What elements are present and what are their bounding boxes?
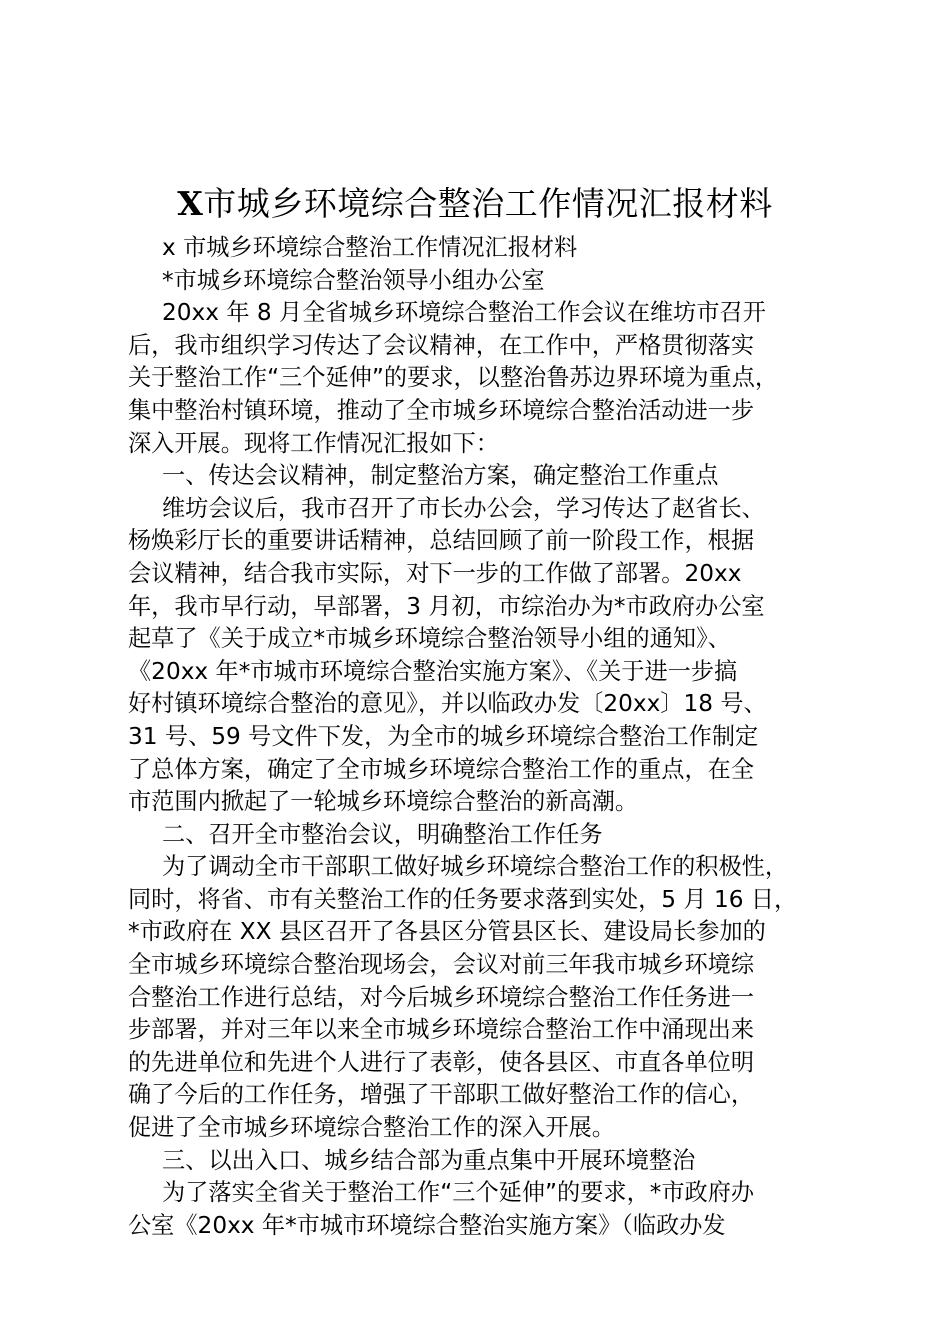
text-line: 二、召开全市整治会议，明确整治工作任务 [162,820,603,848]
text-line: 的先进单位和先进个人进行了表彰，使各县区、市直各单位明 [128,1048,755,1076]
text-line: 一、传达会议精神，制定整治方案，确定整治工作重点 [162,462,719,490]
text-line: 后，我市组织学习传达了会议精神，在工作中，严格贯彻落实 [128,331,755,359]
text-line: 关于整治工作“三个延伸”的要求，以整治鲁苏边界环境为重点， [128,364,779,392]
text-line: 会议精神，结合我市实际，对下一步的工作做了部署。20xx [128,559,742,587]
text-line: *市政府在 XX 县区召开了各县区分管县区长、建设局长参加的 [128,918,766,946]
text-line: 31 号、59 号文件下发，为全市的城乡环境综合整治工作制定 [128,722,759,750]
text-line: *市城乡环境综合整治领导小组办公室 [162,266,545,294]
text-line: 为了调动全市干部职工做好城乡环境综合整治工作的积极性， [162,853,789,881]
text-line: 杨焕彩厅长的重要讲话精神，总结回顾了前一阶段工作，根据 [128,527,755,555]
text-line: 了总体方案，确定了全市城乡环境综合整治工作的重点，在全 [128,755,755,783]
text-line: x 市城乡环境综合整治工作情况汇报材料 [162,234,578,261]
text-line: 同时，将省、市有关整治工作的任务要求落到实处，5 月 16 日， [128,885,798,913]
text-line: 促进了全市城乡环境综合整治工作的深入开展。 [128,1114,615,1142]
text-line: 起草了《关于成立*市城乡环境综合整治领导小组的通知》、 [128,625,731,653]
text-line: 深入开展。现将工作情况汇报如下： [128,429,499,457]
text-line: 为了落实全省关于整治工作“三个延伸”的要求，*市政府办 [162,1179,755,1207]
text-line: 市范围内掀起了一轮城乡环境综合整治的新高潮。 [128,788,639,816]
title-letter: X [177,184,204,223]
text-line: 维坊会议后，我市召开了市长办公会，学习传达了赵省长、 [162,494,765,522]
text-line: 《20xx 年*市城市环境综合整治实施方案》、《关于进一步搞 [128,657,738,685]
text-line: 三、以出入口、城乡结合部为重点集中开展环境整治 [162,1146,696,1174]
document-body [128,232,838,1242]
text-line: 合整治工作进行总结，对今后城乡环境综合整治工作任务进一 [128,983,755,1011]
text-line: 确了今后的工作任务，增强了干部职工做好整治工作的信心， [128,1081,755,1109]
text-line: 好村镇环境综合整治的意见》，并以临政办发〔20xx〕18 号、 [128,690,767,718]
title-text: 市城乡环境综合整治工作情况汇报材料 [203,184,773,223]
text-line: 年，我市早行动，早部署，3 月初，市综治办为*市政府办公室 [128,592,765,620]
text-line: 步部署，并对三年以来全市城乡环境综合整治工作中涌现出来 [128,1016,755,1044]
text-line: 集中整治村镇环境，推动了全市城乡环境综合整治活动进一步 [128,396,755,424]
text-line: 20xx 年 8 月全省城乡环境综合整治工作会议在维坊市召开 [162,299,766,327]
text-line: 公室《20xx 年*市城市环境综合整治实施方案》（临政办发 [128,1211,726,1239]
document-title [0,182,950,226]
text-line: 全市城乡环境综合整治现场会，会议对前三年我市城乡环境综 [128,951,755,979]
